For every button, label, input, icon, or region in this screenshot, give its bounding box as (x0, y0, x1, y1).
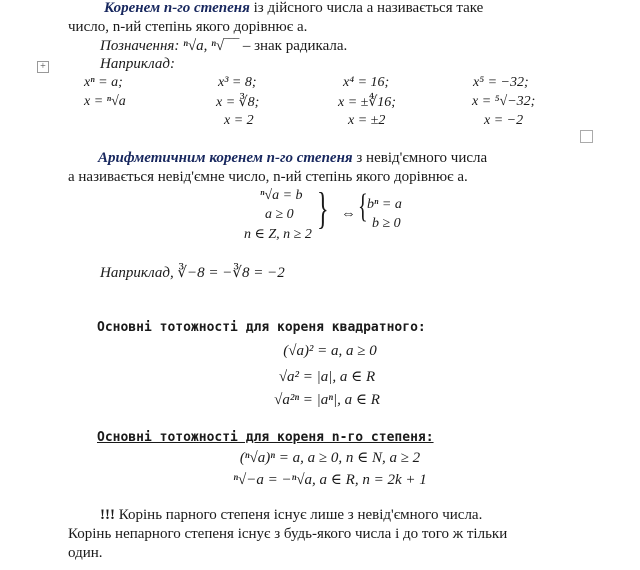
notation-suffix: – знак радикала. (242, 38, 348, 54)
definition-2-rest: з невід'ємного числа (356, 150, 488, 166)
example-cell: x = ±2 (348, 113, 386, 128)
definition-2-term: Арифметичним коренем n-го степеня (98, 150, 353, 166)
square-identities-heading: Основні тотожності для кореня квадратного: (97, 320, 426, 335)
result-1: bⁿ = a (367, 197, 402, 212)
definition-2-line-1 (98, 150, 487, 167)
note-line-3: один. (68, 545, 103, 561)
notation-label: Позначення: (100, 38, 180, 54)
nth-identity-2: ⁿ√−a = −ⁿ√a, a ∈ R, n = 2k + 1 (233, 472, 427, 488)
definition-1-line-2: число, n-ий степінь якого дорівнює a. (68, 19, 308, 35)
example-cell: x = ⁵√−32; (472, 94, 536, 109)
note-exclamation: !!! (100, 507, 115, 523)
paragraph-end-box-icon (580, 130, 593, 143)
square-identity-2: √a² = |a|, a ∈ R (278, 369, 376, 385)
example-cell: x⁴ = 16; (343, 75, 390, 90)
definition-2-line-2: a називається невід'ємне число, n-ий степінь якого дорівнює a. (68, 169, 468, 185)
notation-formula: ⁿ√a, ⁿ√‾‾‾ (183, 38, 240, 54)
result-2: b ≥ 0 (372, 216, 401, 231)
condition-3: n ∈ Z, n ≥ 2 (244, 227, 312, 242)
example-cell: x = ±∜16; (338, 95, 396, 110)
example-cell: x = −2 (484, 113, 524, 128)
table-move-handle-icon[interactable]: + (37, 61, 49, 73)
definition-1-rest: із дійсного числа a називається таке (253, 0, 484, 16)
definition-2-example: Наприклад, ∛−8 = −∛8 = −2 (100, 265, 285, 281)
nth-identities-heading: Основні тотожності для кореня n-го степеня: (97, 430, 434, 445)
definition-1-line-1 (104, 0, 483, 17)
example-cell: x = ⁿ√a (84, 94, 126, 109)
right-brace: } (317, 184, 329, 233)
note-text-1: Корінь парного степеня існує лише з невід'ємного числа. (118, 507, 483, 523)
example-cell: xⁿ = a; (84, 75, 123, 90)
note-line-1 (100, 507, 482, 524)
left-brace: { (358, 188, 368, 225)
equivalence-sign: ⇔ (341, 206, 356, 222)
nth-identity-1: (ⁿ√a)ⁿ = a, a ≥ 0, n ∈ N, a ≥ 2 (239, 450, 421, 466)
note-line-2: Корінь непарного степеня існує з будь-якого числа і до того ж тільки (68, 526, 508, 542)
definition-1-term: Коренем n-го степеня (104, 0, 250, 16)
example-cell: x = ∛8; (216, 95, 260, 110)
condition-2: a ≥ 0 (265, 207, 294, 222)
notation-line (100, 38, 347, 55)
example-label: Наприклад: (100, 56, 175, 72)
example-cell: x = 2 (224, 113, 254, 128)
square-identity-3: √a²ⁿ = |aⁿ|, a ∈ R (274, 392, 380, 408)
example-cell: x⁵ = −32; (473, 75, 529, 90)
condition-1: ⁿ√a = b (260, 188, 303, 203)
example-cell: x³ = 8; (218, 75, 257, 90)
square-identity-1: (√a)² = a, a ≥ 0 (283, 343, 377, 359)
